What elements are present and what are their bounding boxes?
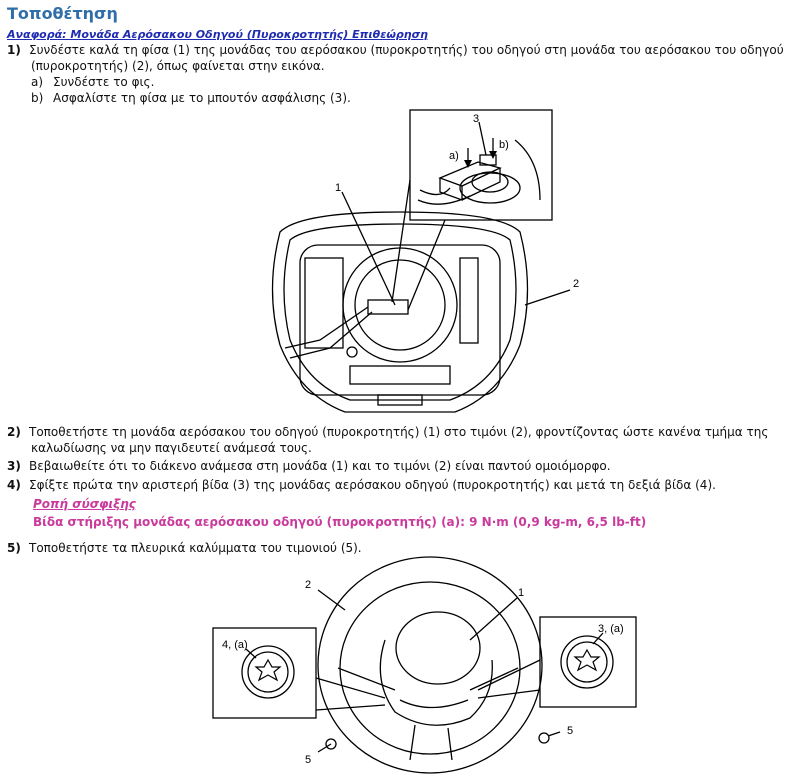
- callout-5-right: 5: [567, 725, 574, 737]
- callout-2: 2: [573, 278, 580, 290]
- step-number: 5): [7, 541, 21, 555]
- step-number: 2): [7, 425, 21, 439]
- callout-5-left: 5: [305, 754, 312, 766]
- step-text: Βεβαιωθείτε ότι το διάκενο ανάμεσα στη μονάδα (1) και το τιμόνι (2) είναι παντού ομοιόμορφο.: [29, 459, 611, 473]
- step-text: Σφίξτε πρώτα την αριστερή βίδα (3) της μονάδας αερόσακου οδηγού (πυροκροτητής) και μετά τη δεξιά βίδα (4).: [29, 478, 716, 492]
- callout-2: 2: [305, 579, 312, 591]
- step-2-continuation: καλωδίωσης να μην παγιδευτεί ανάμεσά τους.: [31, 441, 312, 455]
- step-text: Τοποθετήστε τα πλευρικά καλύμματα του τιμονιού (5).: [29, 541, 362, 555]
- callout-1: 1: [518, 587, 525, 599]
- step-1-continuation: (πυροκροτητής) (2), όπως φαίνεται στην εικόνα.: [31, 59, 325, 73]
- callout-3: 3: [473, 113, 480, 125]
- callout-1: 1: [335, 182, 342, 194]
- step-text: Συνδέστε καλά τη φίσα (1) της μονάδας του αερόσακου (πυροκροτητής) του οδηγού στη μονάδα του αερόσακου του οδηγού: [29, 43, 784, 57]
- step-number: 4): [7, 478, 21, 492]
- callout-4a: 4, (a): [222, 639, 248, 651]
- step-number: 1): [7, 43, 21, 57]
- step-number: 3): [7, 459, 21, 473]
- step-text: Τοποθετήστε τη μονάδα αερόσακου του οδηγού (πυροκροτητής) (1) στο τιμόνι (2), φροντίζοντας ώστε κανένα τμήμα της: [29, 425, 769, 439]
- substep-letter: b): [31, 91, 44, 105]
- page-title: Τοποθέτηση: [7, 4, 118, 23]
- callout-b: b): [499, 139, 509, 151]
- torque-spec: Βίδα στήριξης μονάδας αερόσακου οδηγού (πυροκροτητής) (a): 9 N·m (0,9 kg-m, 6,5 lb-ft): [33, 515, 647, 529]
- callout-3a: 3, (a): [598, 623, 624, 635]
- substep-text: Ασφαλίστε τη φίσα με το μπουτόν ασφάλισης (3).: [53, 91, 351, 105]
- substep-letter: a): [31, 75, 44, 89]
- torque-label[interactable]: Ροπή σύσφιξης: [33, 497, 136, 511]
- reference-link[interactable]: Αναφορά: Μονάδα Αερόσακου Οδηγού (Πυροκροτητής) Επιθεώρηση: [7, 28, 429, 41]
- substep-text: Συνδέστε το φις.: [53, 75, 155, 89]
- callout-a: a): [449, 150, 459, 162]
